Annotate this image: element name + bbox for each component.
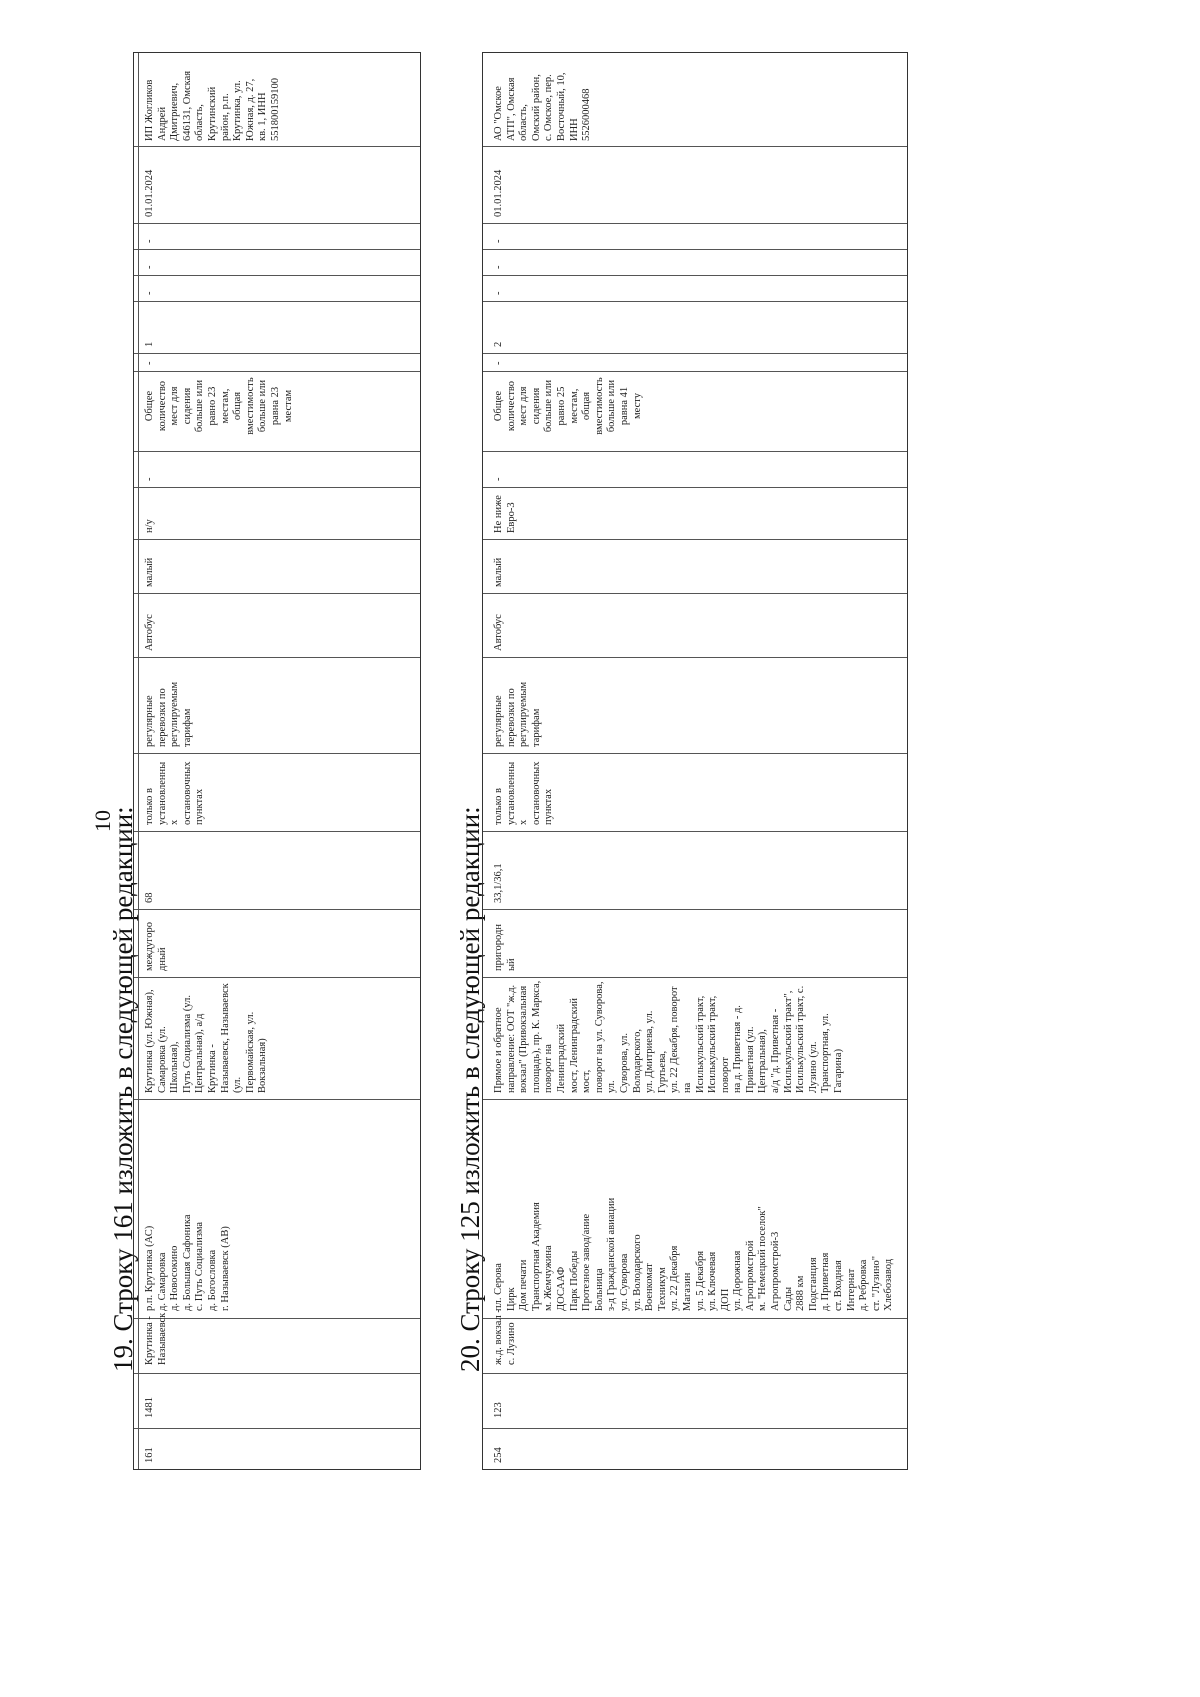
cell-capacity: Общее количество мест для сидения больше или равно 23 местам, общая вместимость больше или равна 23 местам (144, 377, 294, 435)
section-heading-19: 19. Строку 161 изложить в следующей редакции: (108, 806, 138, 1372)
cell-route-number: 123 (493, 1402, 504, 1418)
cell-route-type: пригородн ый (493, 924, 517, 971)
cell-vehicle-class: малый (493, 557, 504, 587)
cell-vehicle-kind: Автобус (493, 614, 504, 651)
cell-boarding-order: только в установленны х остановочных пунктах (144, 761, 206, 825)
cell-dash-4: - (493, 265, 504, 269)
cell-route-name: Крутинка - Называевск (144, 1312, 168, 1365)
cell-carrier: АО "Омскоe АТП", Омская область, Омский район, с. Омское, пер. Восточный, 10, ИНН 5526000468 (493, 72, 593, 141)
cell-dash-2: - (144, 361, 155, 365)
cell-streets: Прямое и обратное направление: ООТ "ж.д. вокзал" (Привокзальная площадь), пр. К. Маркса, поворот на Ленинградский мост, Ленинградский мост, поворот на ул. Суворова, ул. Суворова, ул. Володарского, ул. Дмитриева, ул. Гуртьева, ул. 22 Декабря, поворот на Исилькульский тракт, Исилькульский тракт, поворот на д. Приветная - д. Приветная (ул. Центральная), а/д "д. Приветная - Исилькульский тракт", Исилькульский тракт, с. Лузино (ул. Транспортная, ул. Гагарина) (493, 980, 845, 1093)
cell-vehicle-class: малый (144, 557, 155, 587)
cell-dash-5: - (493, 239, 504, 243)
cell-dash-4: - (144, 265, 155, 269)
section-heading-20: 20. Строку 125 изложить в следующей редакции: (455, 806, 485, 1372)
cell-dash-2: - (493, 361, 504, 365)
amendment-table-20 (482, 52, 908, 1470)
amendment-table-19 (133, 52, 421, 1470)
cell-capacity: Общее количество мест для сидения больше или равно 25 местам, общая вместимость больше или равна 41 месту (493, 377, 643, 435)
cell-streets: Крутинка (ул. Южная), Самаровка (ул. Школьная), Путь Социализма (ул. Центральная), а/д Крутинка - Называевск, Называевск (ул. Первомайская, ул. Вокзальная) (144, 983, 269, 1093)
cell-route-type: междугоро дный (144, 922, 168, 971)
cell-eco-class: н/у (144, 519, 155, 533)
cell-vehicle-count: 1 (144, 341, 155, 347)
cell-route-number: 1481 (144, 1397, 155, 1418)
page-number: 10 (90, 810, 115, 832)
cell-dash-1: - (493, 477, 504, 481)
cell-transport-type: регулярные перевозки по регулируемым тарифам (144, 681, 193, 747)
cell-stops: пл. Серова Цирк Дом печати Транспортная Академия м. Жемчужина ДОСААФ Парк Победы Протезное завод/ание Больница з-д Гражданской авиации ул. Суворова ул. Володарского Военкомат Техникум ул. 22 Декабря Магазин ул. 5 Декабря ул. Ключевая ДОП ул. Дорожная Агропромстрой м. "Немецкий поселок" Агропромстрой-3 Сады 2888 км Подстанция д. Приветная ст. Входная Интернат д. Ребровка ст. "Лузино" Хлебозавод (493, 1197, 895, 1311)
cell-vehicle-count: 2 (493, 341, 504, 347)
cell-start-date: 01.01.2024 (493, 169, 504, 217)
cell-route-length: 68 (144, 892, 155, 903)
cell-eco-class: Не ниже Евро-3 (493, 495, 517, 533)
cell-vehicle-kind: Автобус (144, 614, 155, 651)
cell-boarding-order: только в установленны х остановочных пунктах (493, 761, 555, 825)
cell-carrier: ИП Жогликов Андрей Дмитриевич, 646131, Омская область, Крутинский район, р.п. Крутинка, ул. Южная, д. 27, кв. 1, ИНН 551800159100 (144, 70, 281, 141)
cell-dash-3: - (144, 291, 155, 295)
cell-dash-5: - (144, 239, 155, 243)
cell-start-date: 01.01.2024 (144, 169, 155, 217)
cell-dash-3: - (493, 291, 504, 295)
cell-transport-type: регулярные перевозки по регулируемым тарифам (493, 681, 542, 747)
cell-route-length: 33,1/36,1 (493, 863, 504, 903)
cell-row-number: 254 (493, 1447, 504, 1463)
cell-dash-1: - (144, 477, 155, 481)
cell-row-number: 161 (144, 1447, 155, 1463)
cell-stops: р.п. Крутинка (АС) д. Самаровка д. Новосокино д. Большая Сафоника с. Путь Социализма д. Богословка г. Называевск (АВ) (144, 1214, 231, 1311)
cell-route-name: ж.д. вокзал - с. Лузино (493, 1309, 517, 1365)
